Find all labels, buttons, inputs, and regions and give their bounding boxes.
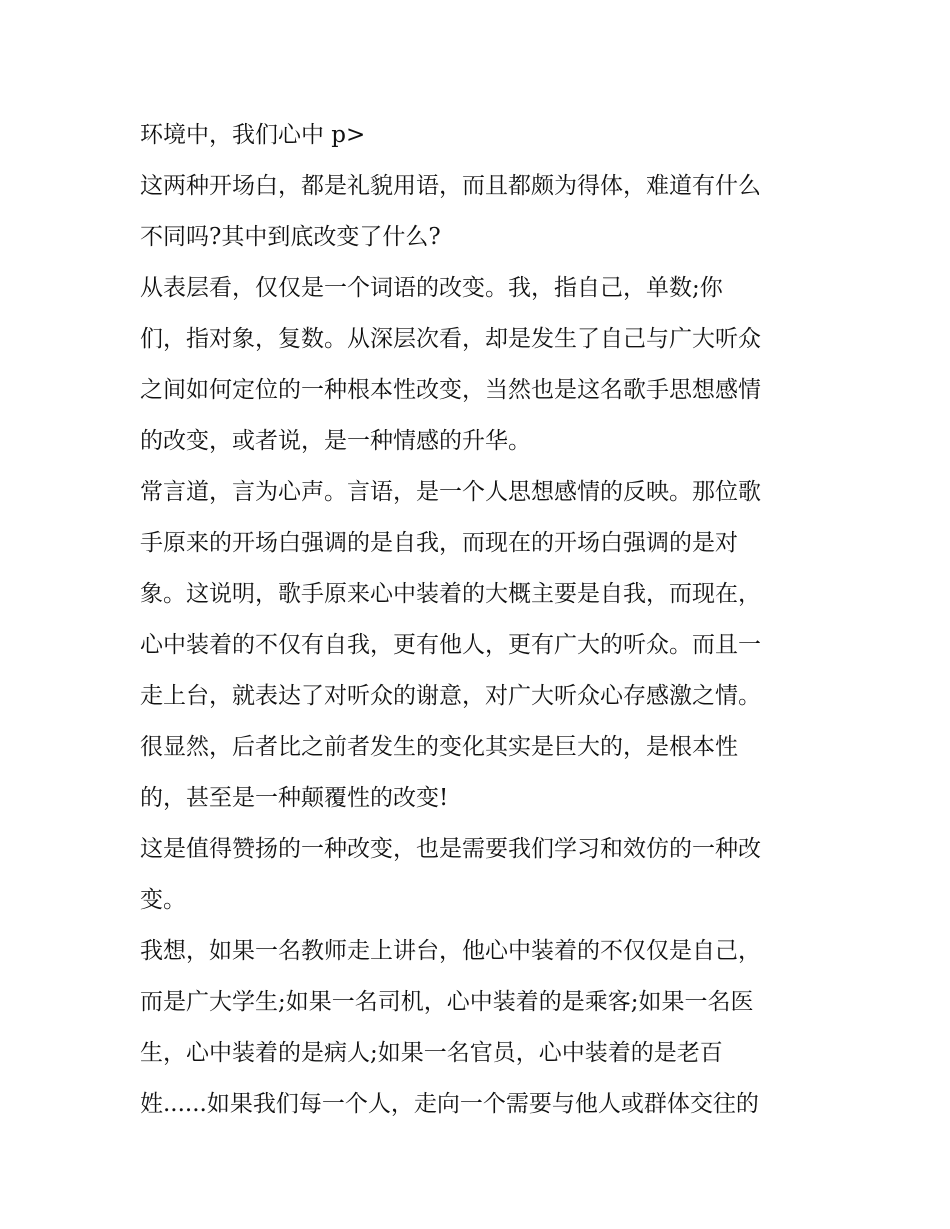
text-line: 生，心中装着的是病人;如果一名官员，心中装着的是老百 [140,1040,723,1066]
text-line: 的，甚至是一种颠覆性的改变! [140,785,449,811]
text-line: 走上台，就表达了对听众的谢意，对广大听众心存感激之情。 [140,683,761,709]
text-line: 而是广大学生;如果一名司机，心中装着的是乘客;如果一名医 [140,989,754,1015]
text-line: 这是值得赞扬的一种改变，也是需要我们学习和效仿的一种改 [140,836,761,862]
text-line: 我想，如果一名教师走上讲台，他心中装着的不仅仅是自己， [140,938,761,964]
text-line: 环境中，我们心中 p> [140,122,366,148]
text-line: 变。 [140,887,186,913]
text-line: 从表层看，仅仅是一个词语的改变。我，指自己，单数;你 [140,275,723,301]
text-line: 很显然，后者比之前者发生的变化其实是巨大的，是根本性 [140,734,738,760]
text-line: 不同吗?其中到底改变了什么? [140,224,441,250]
text-line: 姓......如果我们每一个人，走向一个需要与他人或群体交往的 [140,1091,759,1117]
text-line: 手原来的开场白强调的是自我，而现在的开场白强调的是对 [140,530,738,556]
text-line: 们，指对象，复数。从深层次看，却是发生了自己与广大听众 [140,326,761,352]
text-line: 象。这说明，歌手原来心中装着的大概主要是自我，而现在， [140,581,761,607]
text-line: 的改变，或者说，是一种情感的升华。 [140,428,531,454]
text-line: 常言道，言为心声。言语，是一个人思想感情的反映。那位歌 [140,479,761,505]
body-text [140,110,820,1130]
text-line: 心中装着的不仅有自我，更有他人，更有广大的听众。而且一 [140,632,761,658]
text-line: 这两种开场白，都是礼貌用语，而且都颇为得体，难道有什么 [140,173,761,199]
text-line: 之间如何定位的一种根本性改变，当然也是这名歌手思想感情 [140,377,761,403]
